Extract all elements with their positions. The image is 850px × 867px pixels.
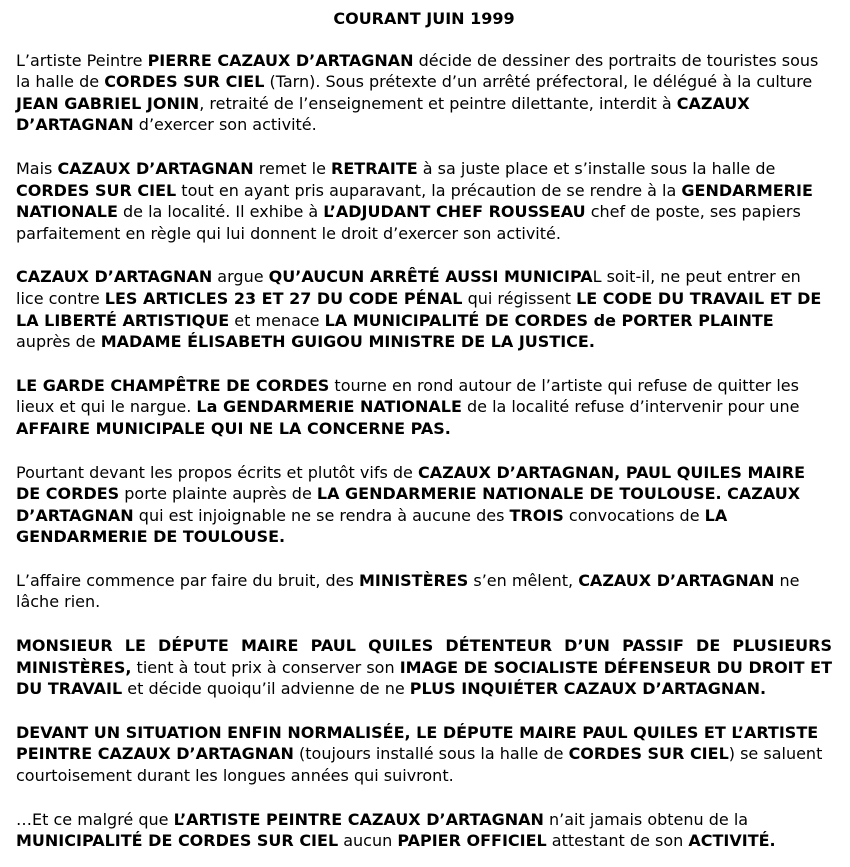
text-run: QU’AUCUN ARRÊTÉ AUSSI MUNICIPA (268, 267, 593, 287)
text-run: convocations de (563, 505, 705, 525)
text-run: IMAGE DE SOCIALISTE DÉFENSEUR DU DROIT ET DU TRAVAIL (16, 657, 832, 699)
text-run: L’ADJUDANT CHEF ROUSSEAU (323, 202, 586, 222)
text-run: LA MUNICIPALITÉ DE CORDES de PORTER PLAINTE (324, 310, 774, 330)
text-run: DEVANT UN SITUATION ENFIN NORMALISÉE, LE DÉPUTE MAIRE PAUL QUILES ET L’ARTISTE PEINTRE CAZAUX D’ARTAGNAN (16, 722, 819, 764)
text-run: qui régissent (462, 288, 577, 308)
text-run: MADAME ÉLISABETH GUIGOU MINISTRE DE LA JUSTICE. (100, 332, 595, 352)
text-run: auprès de (16, 332, 101, 352)
text-run: et décide quoiqu’il advienne de ne (122, 679, 410, 699)
text-run: argue (212, 267, 269, 287)
text-run: tourne en rond autour de l’artiste qui refuse de quitter les lieux et qui le nargue. (16, 375, 799, 417)
text-run: CORDES SUR CIEL (568, 744, 729, 764)
text-run: LES ARTICLES 23 ET 27 DU CODE PÉNAL (104, 288, 463, 308)
document-body (16, 50, 832, 852)
paragraph-2 (16, 158, 832, 244)
paragraph-8 (16, 722, 832, 787)
text-run: CAZAUX D’ARTAGNAN (578, 570, 775, 590)
text-run: qui est injoignable ne se rendra à aucune des (133, 505, 510, 525)
text-run: La GENDARMERIE NATIONALE (196, 397, 462, 417)
text-run: porte plainte auprès de (119, 484, 317, 504)
text-run: AFFAIRE MUNICIPALE QUI NE LA CONCERNE PAS. (16, 418, 451, 438)
paragraph-9 (16, 809, 832, 852)
text-run: LA GENDARMERIE NATIONALE DE TOULOUSE. CAZAUX D’ARTAGNAN (16, 484, 801, 525)
text-run: chef de poste, ses papiers parfaitement en règle qui lui donnent le droit d’exercer son activité. (16, 202, 801, 243)
text-run: n’ait jamais obtenu de la (543, 809, 749, 829)
text-run: (Tarn). Sous prétexte d’un arrêté préfectoral, le délégué à la culture (264, 72, 813, 92)
paragraph-1 (16, 50, 832, 136)
text-run: L’affaire commence par faire du bruit, des (16, 570, 359, 590)
text-run: (toujours installé sous la halle de (293, 744, 569, 764)
paragraph-3 (16, 266, 832, 352)
text-run: et menace (229, 310, 325, 330)
paragraph-4 (16, 375, 832, 440)
text-run: GENDARMERIE NATIONALE (16, 180, 813, 222)
text-run: MUNICIPALITÉ DE CORDES SUR CIEL (16, 831, 339, 851)
text-run: de la localité. Il exhibe à (117, 202, 324, 222)
text-run: à sa juste place et s’installe sous la halle de (417, 158, 776, 178)
text-run: tient à tout prix à conserver son (131, 657, 400, 677)
text-run: décide de dessiner des portraits de touristes sous la halle de (16, 50, 819, 92)
text-run: L’ARTISTE PEINTRE CAZAUX D’ARTAGNAN (173, 809, 544, 829)
text-run: PIERRE CAZAUX D’ARTAGNAN (147, 50, 414, 70)
text-run: JEAN GABRIEL JONIN (16, 93, 200, 113)
text-run: PLUS INQUIÉTER CAZAUX D’ARTAGNAN. (409, 679, 767, 699)
text-run: Pourtant devant les propos écrits et plutôt vifs de (16, 462, 418, 482)
paragraph-5 (16, 462, 832, 548)
text-run: de la localité refuse d’intervenir pour une (461, 397, 800, 417)
text-run: CAZAUX D’ARTAGNAN (57, 158, 254, 178)
text-run: CAZAUX D’ARTAGNAN (16, 93, 750, 135)
text-run: TROIS (509, 505, 564, 525)
text-run: tout en ayant pris auparavant, la précaution de se rendre à la (176, 180, 682, 200)
text-run: s’en mêlent, (468, 570, 579, 590)
text-run: , retraité de l’enseignement et peintre dilettante, interdit à (199, 93, 677, 113)
text-run: L’artiste Peintre (16, 50, 148, 70)
text-run: PAPIER OFFICIEL (397, 831, 547, 851)
text-run: LE GARDE CHAMPÊTRE DE CORDES (16, 375, 330, 395)
text-run: …Et ce malgré que (16, 809, 174, 829)
text-run: attestant de son (546, 831, 689, 851)
text-run: ACTIVITÉ. (688, 831, 776, 851)
paragraph-7 (16, 635, 832, 700)
text-run: LE CODE DU TRAVAIL ET DE LA LIBERTÉ ARTISTIQUE (16, 288, 822, 330)
paragraph-6 (16, 570, 832, 613)
text-run: RETRAITE (331, 158, 418, 178)
document-title: COURANT JUIN 1999 (333, 9, 515, 28)
text-run: ) se saluent courtoisement durant les longues années qui suivront. (16, 744, 823, 786)
text-run: Mais (16, 158, 58, 178)
text-run: remet le (253, 158, 332, 178)
text-run: d’exercer son activité. (133, 115, 317, 135)
text-run: L soit-il, ne peut entrer en lice contre (16, 267, 801, 308)
text-run: aucun (338, 831, 398, 851)
text-run: ne lâche rien. (16, 570, 800, 612)
text-run: CAZAUX D’ARTAGNAN (16, 267, 213, 287)
text-run: CAZAUX D’ARTAGNAN, PAUL QUILES MAIRE DE CORDES (16, 462, 806, 504)
text-run: MONSIEUR LE DÉPUTE MAIRE PAUL QUILES DÉTENTEUR D’UN PASSIF DE PLUSIEURS MINISTÈRES, (16, 636, 832, 677)
text-run: LA GENDARMERIE DE TOULOUSE. (16, 505, 728, 547)
text-run: CORDES SUR CIEL (104, 72, 265, 92)
text-run: MINISTÈRES (358, 570, 469, 590)
text-run: CORDES SUR CIEL (16, 180, 177, 200)
